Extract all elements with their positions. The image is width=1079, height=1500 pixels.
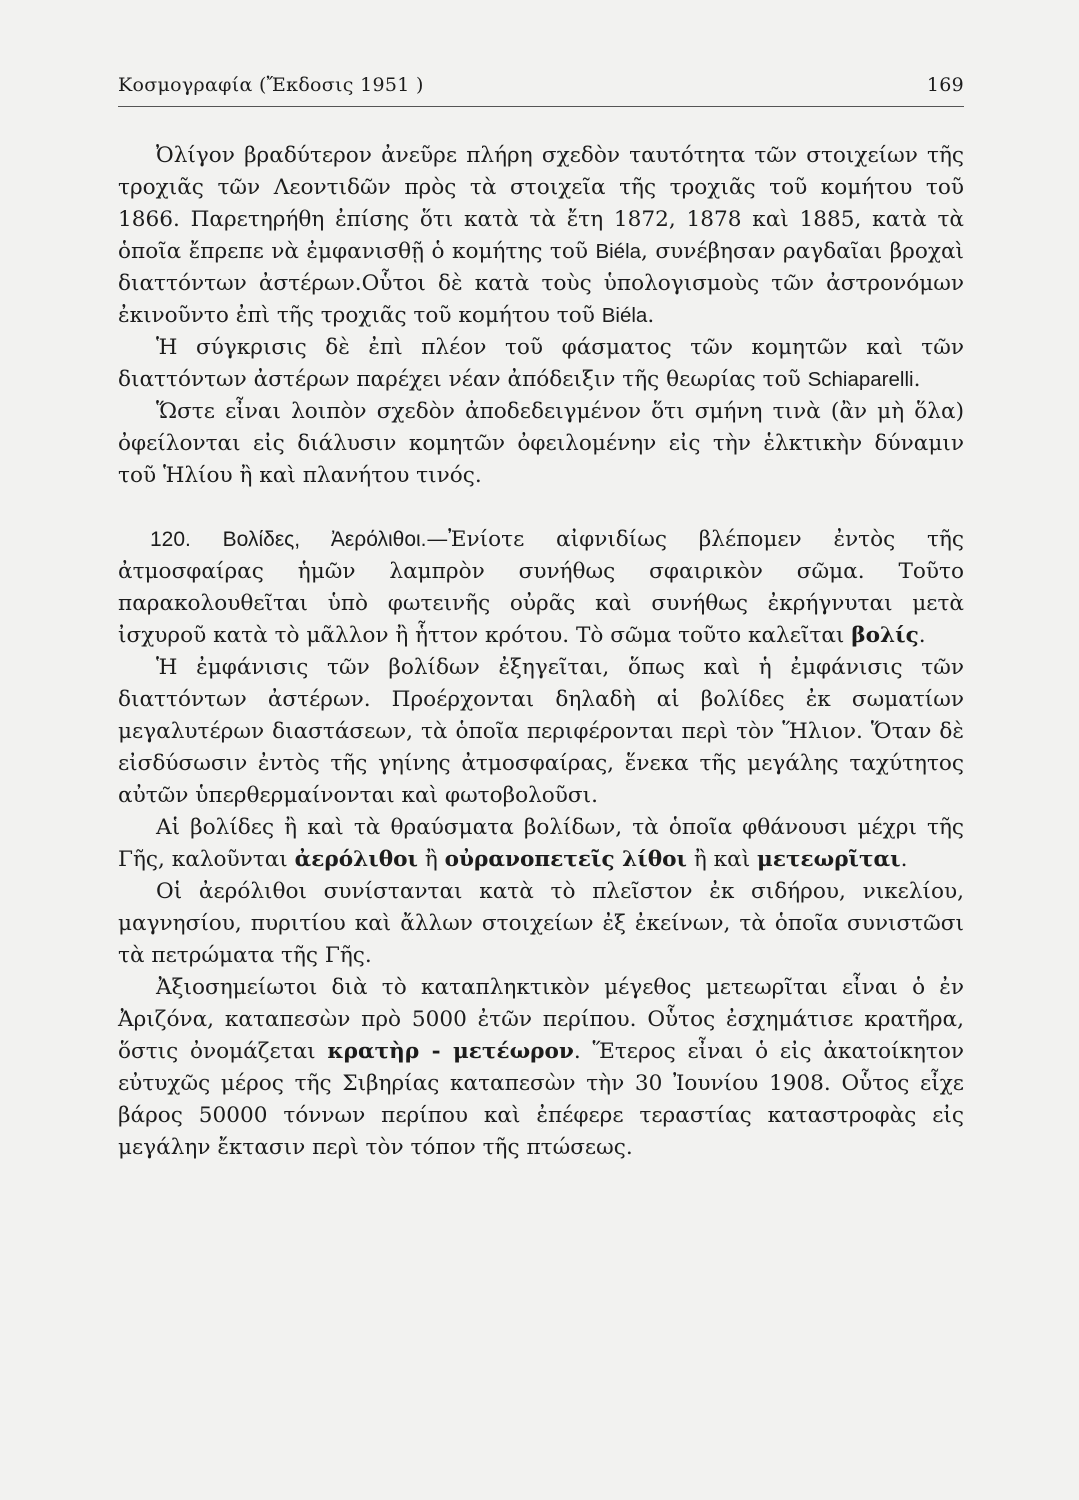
page-number: 169 — [926, 74, 964, 96]
paragraph-text: Αἱ βολίδες ἢ καὶ τὰ θραύσματα βολίδων, τὰ ὁποῖα φθάνουσι μέχρι τῆς Γῆς, καλοῦνται — [118, 815, 964, 872]
comet-name: Biéla — [595, 240, 642, 263]
comet-name: Biéla — [601, 304, 648, 327]
paragraph-text: Ὀλίγον βραδύτερον ἀνεῦρε πλήρη σχεδὸν ταυτότητα τῶν στοιχείων τῆς τροχιᾶς τῶν Λεοντιδῶν πρὸς τὰ στοιχεῖα τῆς τροχιᾶς τοῦ κομήτου τοῦ 1866. Παρετηρήθη ἐπίσης ὅτι κατὰ τὰ ἔτη 1872, 1878 καὶ 1885, κατὰ τὰ ὁποῖα ἔπρεπε νὰ ἐμφανισθῇ ὁ κομήτης τοῦ — [118, 143, 964, 264]
paragraph-text: Ἀξιοσημείωτοι διὰ τὸ καταπληκτικὸν μέγεθος μετεωρῖται εἶναι ὁ ἐν Ἀριζόνα, καταπεσὼν πρὸ 5000 ἐτῶν περίπου. Οὗτος ἐσχημάτισε κρατῆρα, ὅστις ὀνομάζεται — [118, 975, 964, 1064]
paragraph-text: . — [918, 623, 926, 648]
paragraph-text: ἢ — [417, 847, 445, 872]
paragraph-text: . Ἕτερος εἶναι ὁ εἰς ἀκατοίκητον εὐτυχῶς μέρος τῆς Σιβηρίας καταπεσὼν τὴν 30 Ἰουνίου 1908. Οὗτος εἶχε βάρος 50000 τόννων περίπου καὶ ἐπέφερε τεραστίας καταστροφὰς εἰς μεγάλην ἔκτασιν περὶ τὸν τόπον τῆς πτώσεως. — [118, 1039, 964, 1160]
running-title: Κοσμογραφία (Ἔκδοσις 1951 ) — [118, 74, 424, 96]
section-heading: Βολίδες, Ἀερόλιθοι. — [222, 528, 427, 551]
paragraph-leonids — [118, 140, 964, 332]
body-text — [118, 140, 964, 1164]
term-bolis: βολίς — [851, 623, 919, 648]
paragraph-conclusion: Ὥστε εἶναι λοιπὸν σχεδὸν ἀποδεδειγμένον ὅτι σμήνη τινὰ (ἂν μὴ ὅλα) ὀφείλονται εἰς διάλυσιν κομητῶν ὀφειλομένην εἰς τὴν ἑλκτικὴν δύναμιν τοῦ Ἡλίου ἢ καὶ πλανήτου τινός. — [118, 399, 964, 488]
paragraph-aerolites-definition — [118, 812, 964, 876]
paragraph-text: —Ἐνίοτε αἰφνιδίως βλέπομεν ἐντὸς τῆς ἀτμοσφαίρας ἡμῶν λαμπρὸν συνήθως σφαιρικὸν σῶμα. Τοῦτο παρακολουθεῖται ὑπὸ φωτεινῆς οὐρᾶς καὶ συνήθως ἐκρήγνυται μετὰ ἰσχυροῦ κατὰ τὸ μᾶλλον ἢ ἧττον κρότου. Τὸ σῶμα τοῦτο καλεῖται — [118, 527, 964, 648]
paragraph-text: . — [647, 303, 655, 328]
paragraph-text: . — [913, 367, 921, 392]
paragraph-text: , συνέβησαν ραγδαῖαι βροχαὶ διαττόντων ἀστέρων.Οὗτοι δὲ κατὰ τοὺς ὑπολογισμοὺς τῶν ἀστρονόμων ἐκινοῦντο ἐπὶ τῆς τροχιᾶς τοῦ κομήτου τοῦ — [118, 239, 964, 328]
section-number: 120. — [150, 528, 191, 551]
paragraph-spectrum — [118, 332, 964, 396]
astronomer-name: Schiaparelli — [807, 368, 914, 391]
section-120 — [118, 524, 964, 652]
term-aerolithoi: ἀερόλιθοι — [294, 847, 418, 872]
header-rule — [118, 106, 964, 107]
term-ouranopeteis-lithoi: οὐρανοπετεῖς λίθοι — [444, 847, 687, 872]
paragraph-bolides-explanation: Ἡ ἐμφάνισις τῶν βολίδων ἐξηγεῖται, ὅπως καὶ ἡ ἐμφάνισις τῶν διαττόντων ἀστέρων. Προέρχονται δηλαδὴ αἱ βολίδες ἐκ σωματίων μεγαλυτέρων διαστάσεων, τὰ ὁποῖα περιφέρονται περὶ τὸν Ἥλιον. Ὅταν δὲ εἰσδύσωσιν ἐντὸς τῆς γηίνης ἀτμοσφαίρας, ἕνεκα τῆς μεγάλης ταχύτητος αὐτῶν ὑπερθερμαίνονται καὶ φωτοβολοῦσι. — [118, 655, 964, 808]
running-head — [118, 74, 964, 104]
paragraph-text: Ἡ σύγκρισις δὲ ἐπὶ πλέον τοῦ φάσματος τῶν κομητῶν καὶ τῶν διαττόντων ἀστέρων παρέχει νέαν ἀπόδειξιν τῆς θεωρίας τοῦ — [118, 335, 964, 392]
term-meteorites: μετεωρῖται — [757, 847, 901, 872]
paragraph-notable-meteorites — [118, 972, 964, 1164]
paragraph-text: ἢ καὶ — [686, 847, 758, 872]
paragraph-composition: Οἱ ἀερόλιθοι συνίστανται κατὰ τὸ πλεῖστον ἐκ σιδήρου, νικελίου, μαγνησίου, πυριτίου καὶ ἄλλων στοιχείων ἐξ ἐκείνων, τὰ ὁποῖα συνιστῶσι τὰ πετρώματα τῆς Γῆς. — [118, 879, 964, 968]
paragraph-text: . — [900, 847, 908, 872]
term-crater-meteor: κρατὴρ - μετέωρον — [327, 1039, 574, 1064]
